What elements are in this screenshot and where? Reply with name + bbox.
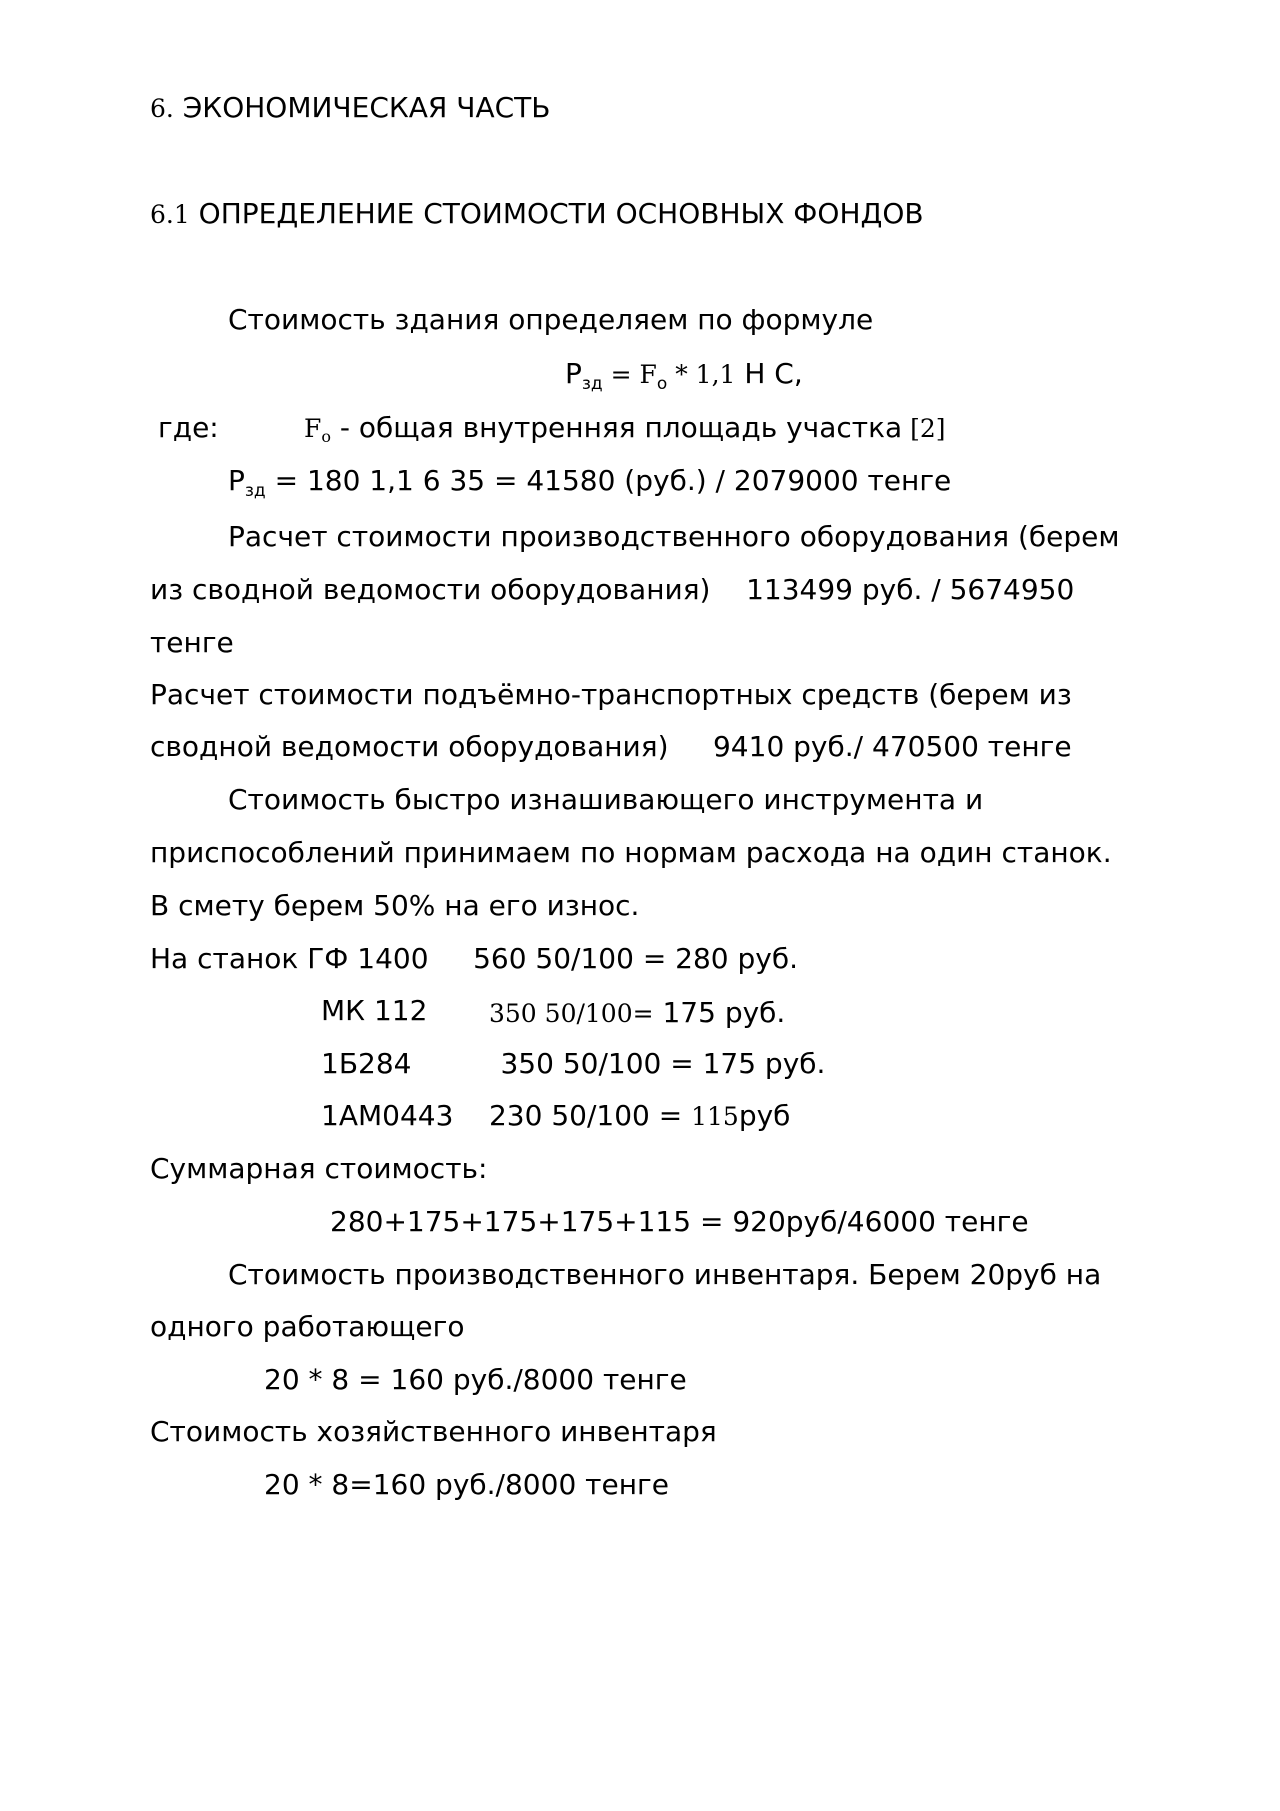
intro-line: Стоимость здания определяем по формуле: [228, 303, 874, 336]
calc-expr: = 180 1,1 6 35 = 41580 (руб.) / 2079000 тенге: [265, 464, 952, 497]
formula-p-sub: зд: [581, 374, 603, 394]
machine-row: [321, 1099, 791, 1132]
transport-line-1: Расчет стоимости подъёмно-транспортных средств (берем из: [150, 678, 1072, 711]
calc-p-sub: зд: [244, 481, 266, 501]
where-f-sub: о: [321, 427, 331, 446]
section-number: 6.: [150, 94, 174, 123]
subsection-title: ОПРЕДЕЛЕНИЕ СТОИМОСТИ ОСНОВНЫХ ФОНДОВ: [189, 197, 924, 230]
section-title: ЭКОНОМИЧЕСКАЯ ЧАСТЬ: [173, 91, 551, 124]
machine-calc-unit: руб: [738, 1099, 791, 1132]
where-label: где:: [158, 411, 219, 444]
where-definition: [304, 411, 946, 446]
machine-row: [321, 994, 428, 1027]
formula: [565, 357, 803, 394]
where-dash: -: [331, 411, 359, 444]
where-f: F: [304, 414, 322, 443]
machine-calc: [489, 996, 786, 1029]
where-desc: общая внутренняя площадь участка: [358, 411, 903, 444]
machine-calc-expr: 350 50/100=: [489, 999, 654, 1028]
production-inventory-line-2: одного работающего: [150, 1310, 465, 1343]
equipment-line-3: тенге: [150, 626, 234, 659]
machine-row: 1Б284 350 50/100 = 175 руб.: [321, 1047, 826, 1080]
equipment-line-1: Расчет стоимости производственного оборудования (берем: [228, 520, 1120, 553]
total-expression: 280+175+175+175+115 = 920руб/46000 тенге: [330, 1205, 1029, 1238]
tools-line-2: приспособлений принимаем по нормам расхода на один станок.: [150, 836, 1112, 869]
calc-p: Р: [228, 464, 245, 497]
formula-rest: Н С,: [735, 357, 803, 390]
transport-line-2: сводной ведомости оборудования) 9410 руб./ 470500 тенге: [150, 730, 1072, 763]
machine-name: МК 112: [321, 994, 428, 1027]
household-inventory-label: Стоимость хозяйственного инвентаря: [150, 1415, 717, 1448]
machine-calc-result: 175 руб.: [653, 996, 786, 1029]
section-heading: [150, 91, 551, 124]
total-label: Суммарная стоимость:: [150, 1152, 488, 1185]
equipment-line-2: из сводной ведомости оборудования) 113499 руб. / 5674950: [150, 573, 1075, 606]
tools-line-3: В смету берем 50% на его износ.: [150, 889, 640, 922]
subsection-heading: [150, 197, 924, 230]
production-inventory-calc: 20 * 8 = 160 руб./8000 тенге: [264, 1363, 687, 1396]
machine-row: На станок ГФ 1400 560 50/100 = 280 руб.: [150, 942, 799, 975]
where-ref: [2]: [902, 414, 946, 443]
machine-calc-number: 115: [691, 1102, 739, 1131]
tools-line-1: Стоимость быстро изнашивающего инструмента и: [228, 783, 984, 816]
formula-mult: * 1,1: [667, 360, 736, 389]
formula-p: Р: [565, 357, 582, 390]
machine-calc-expr: 1АМ0443 230 50/100 =: [321, 1099, 692, 1132]
formula-eq: = F: [602, 360, 657, 389]
building-calc: [228, 464, 952, 501]
production-inventory-line-1: Стоимость производственного инвентаря. Берем 20руб на: [228, 1258, 1102, 1291]
household-inventory-calc: 20 * 8=160 руб./8000 тенге: [264, 1468, 669, 1501]
formula-f-sub: о: [656, 374, 668, 394]
subsection-number: 6.1: [150, 200, 190, 229]
